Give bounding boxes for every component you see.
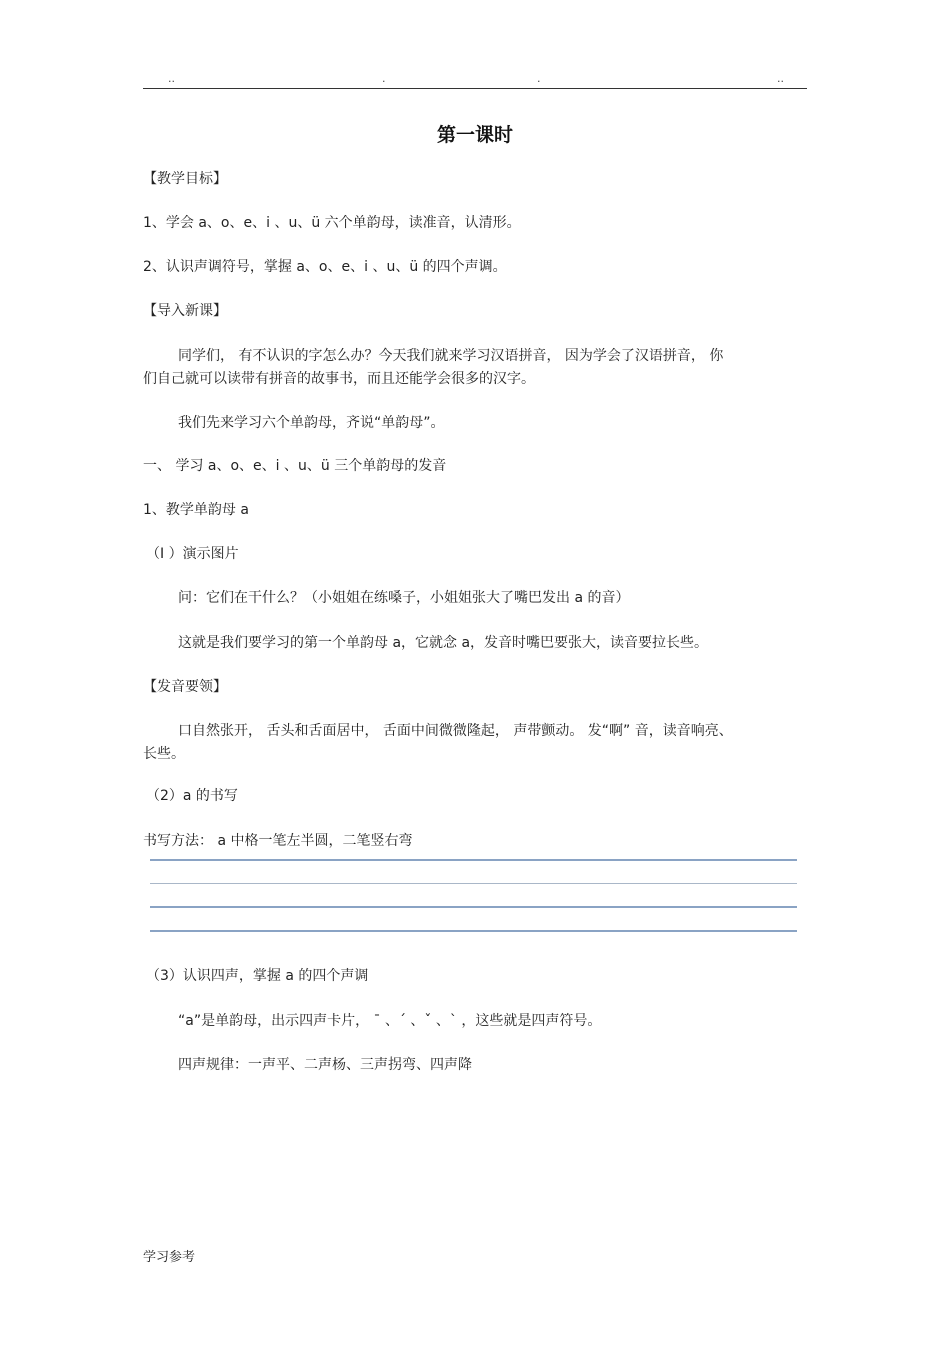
goal-2: 2、认识声调符号，掌握 a、o、e、i 、u、ü 的四个声调。 bbox=[143, 259, 507, 275]
intro-paragraph-line-1: 同学们， 有不认识的字怎么办？今天我们就来学习汉语拼音， 因为学会了汉语拼音， 你 bbox=[178, 348, 724, 364]
sub-3-heading: （3）认识四声，掌握 a 的四个声调 bbox=[146, 968, 369, 984]
writing-line-3 bbox=[150, 906, 797, 908]
page-title: 第一课时 bbox=[436, 124, 513, 146]
writing-method: 书写方法： a 中格一笔左半圆，二笔竖右弯 bbox=[143, 833, 413, 849]
item-1-heading: 1、教学单韵母 a bbox=[143, 502, 249, 518]
writing-line-1 bbox=[150, 859, 797, 861]
goals-heading: 【教学目标】 bbox=[143, 171, 227, 187]
tone-rule-line: 四声规律：一声平、二声杨、三声拐弯、四声降 bbox=[178, 1057, 472, 1073]
writing-line-2 bbox=[150, 883, 797, 884]
sub-1-heading: （I ）演示图片 bbox=[146, 546, 239, 562]
header-mark-3: . bbox=[537, 72, 541, 85]
pronunciation-line-2: 长些。 bbox=[143, 746, 185, 762]
intro-paragraph-line-2: 们自己就可以读带有拼音的故事书，而且还能学会很多的汉字。 bbox=[143, 371, 535, 387]
intro-paragraph-2: 我们先来学习六个单韵母，齐说“单韵母”。 bbox=[178, 415, 445, 431]
footer-text: 学习参考 bbox=[143, 1250, 196, 1265]
header-mark-2: . bbox=[382, 72, 386, 85]
pronunciation-heading: 【发音要领】 bbox=[143, 679, 227, 695]
intro-heading: 【导入新课】 bbox=[143, 303, 227, 319]
header-mark-1: .. bbox=[168, 72, 175, 85]
question-line: 问：它们在干什么？（小姐姐在练嗓子，小姐姐张大了嘴巴发出 a 的音） bbox=[178, 590, 630, 606]
writing-line-4 bbox=[150, 930, 797, 932]
sub-2-heading: （2）a 的书写 bbox=[146, 788, 238, 804]
header-mark-4: .. bbox=[777, 72, 784, 85]
header-rule bbox=[143, 88, 807, 89]
explanation-line: 这就是我们要学习的第一个单韵母 a，它就念 a，发音时嘴巴要张大，读音要拉长些。 bbox=[178, 635, 709, 651]
pronunciation-line-1: 口自然张开， 舌头和舌面居中， 舌面中间微微隆起， 声带颤动。 发“啊” 音，读音响亮、 bbox=[178, 723, 733, 739]
part-1-heading: 一、 学习 a、o、e、i 、u、ü 三个单韵母的发音 bbox=[143, 458, 447, 474]
goal-1: 1、学会 a、o、e、i 、u、ü 六个单韵母，读准音，认清形。 bbox=[143, 215, 521, 231]
tones-line: “a”是单韵母，出示四声卡片， ˉ 、ˊ 、ˇ 、ˋ ，这些就是四声符号。 bbox=[178, 1013, 602, 1029]
